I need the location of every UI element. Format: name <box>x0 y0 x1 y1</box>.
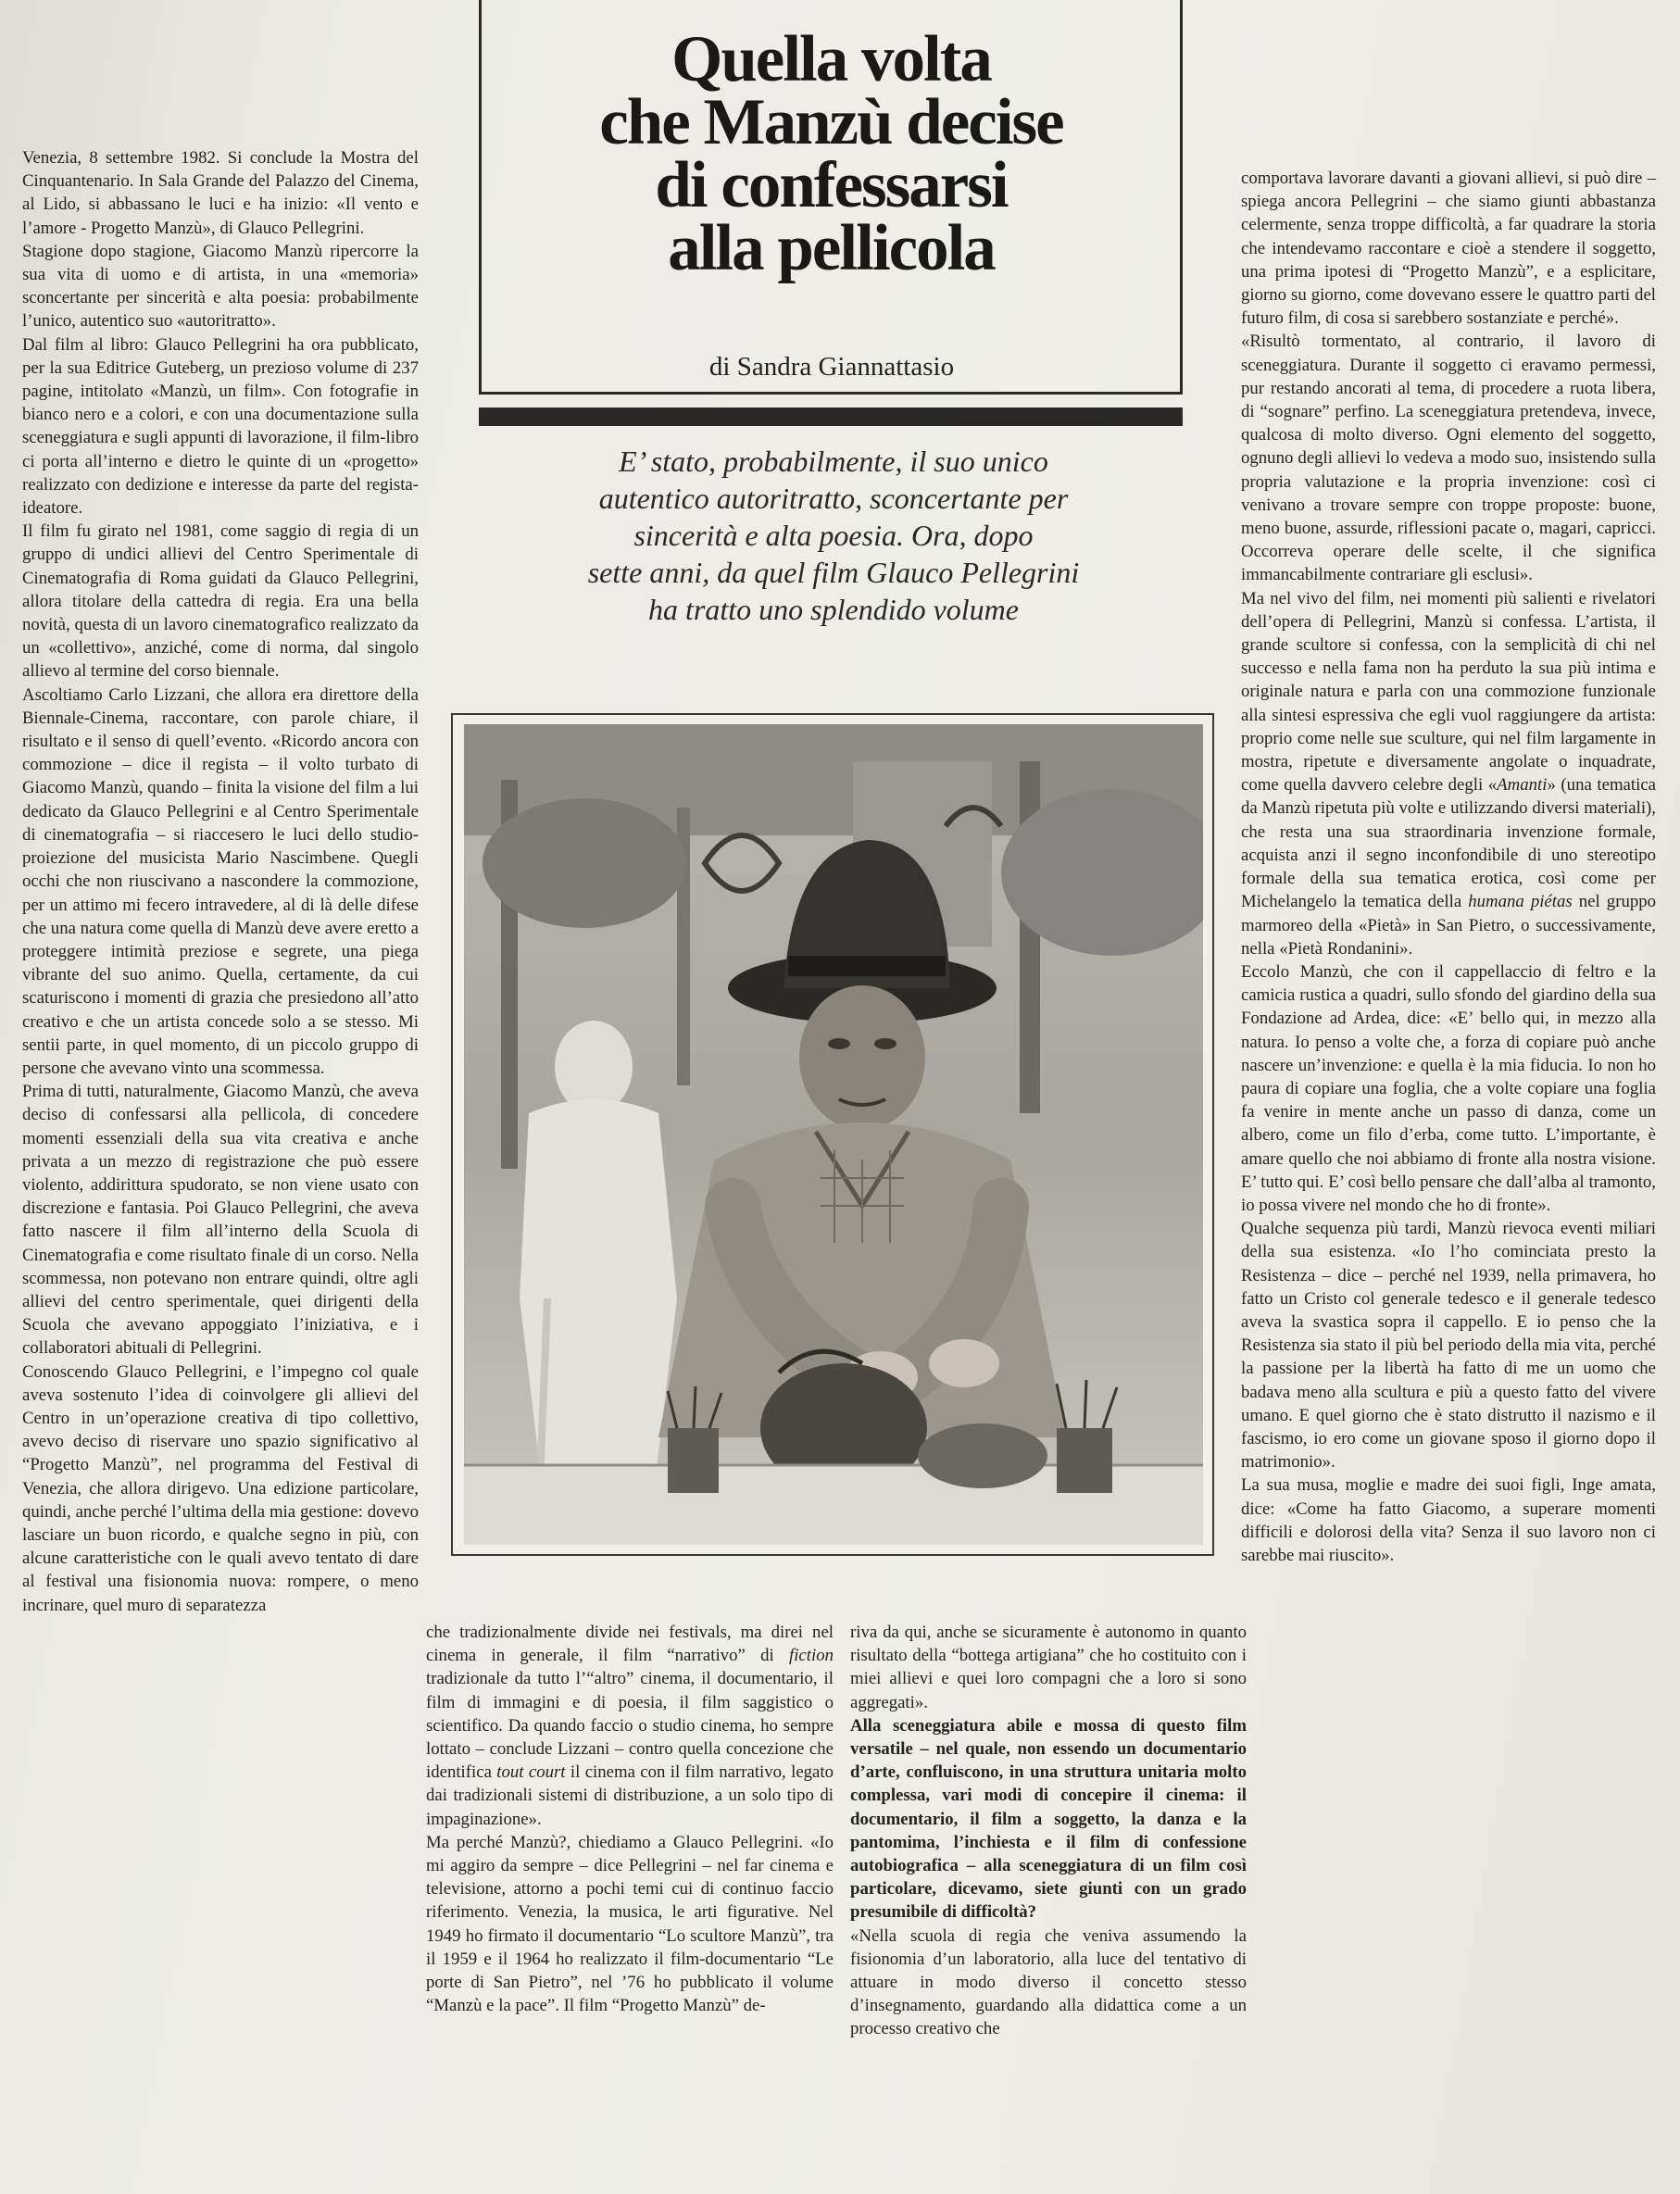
article-title <box>500 23 1162 284</box>
title-rule <box>479 407 1183 426</box>
italic-term: fiction <box>789 1646 834 1666</box>
italic-term: Amanti <box>1497 775 1548 796</box>
text-run: » (una tematica da Manzù ripetuta più volte e utilizzando diversi materiali), che resta una sua straordinaria invenzione formale, acquista anzi il segno inconfondibile di uno stereotipo formale della sua tematica erotica, così come per Michelangelo la tematica della <box>1241 775 1656 912</box>
title-line: di confessarsi <box>655 149 1008 221</box>
paragraph: Ma perché Manzù?, chiediamo a Glauco Pellegrini. «Io mi aggiro da sempre – dice Pellegrini – nel far cinema e televisione, attorno a pochi temi cui di continuo faccio riferimento. Venezia, la musica, le arti figurative. Nel 1949 ho firmato il documentario “Lo scultore Manzù”, tra il 1959 e il 1964 ho realizzato il film-documentario “Le porte di San Pietro”, nel ’76 ho pubblicato il volume “Manzù e la pace”. Il film “Progetto Manzù” de- <box>426 1832 834 2016</box>
paragraph <box>1241 587 1656 960</box>
title-line: alla pellicola <box>668 212 995 284</box>
column-bottom-center-1 <box>426 1621 834 2017</box>
paragraph: Qualche sequenza più tardi, Manzù rievoca eventi miliari della sua esistenza. «Io l’ho cominciata presto la Resistenza – dice – perché nel 1939, nella primavera, ho fatto un Cristo col generale tedesco e il generale tedesco aveva la svastica sopra il cappello. E io penso che la Resistenza sia stato il più bel periodo della mia vita, perché la passione per la libertà ha fatto di me un uomo che badava meno alla scultura e più a questo fatto del vivere umano. E quel giorno che è stato distrutto il nazismo e il fascismo, io ero come un giovane sposo il giorno dopo il matrimonio». <box>1241 1219 1656 1473</box>
paragraph: «Risultò tormentato, al contrario, il lavoro di sceneggiatura. Durante il soggetto ci eravamo permessi, pur restando ancorati al tema, di procedere a ruota libera, di “sognare” perfino. La sceneggiatura pretendeva, invece, qualcosa di molto diverso. Ogni elemento del soggetto, ognuno degli allievi lo vedeva a modo suo, insistendo sulla propria valutazione e la propria invenzione: così ci venivano a trovare sempre con troppe proposte: buone, meno buone, assurde, riflessioni pacate o, magari, capricci. Occorreva operare delle scelte, il che significa immancabilmente contrariare gli esclusi». <box>1241 332 1656 585</box>
paragraph: Eccolo Manzù, che con il cappellaccio di feltro e la camicia rustica a quadri, sullo sfondo del giardino della sua Fondazione ad Ardea, dice: «E’ bello qui, in mezzo alla natura. Io penso a volte che, a forza di copiare può anche nascere un’invenzione: e quella è la mia fiducia. Io non ho paura di copiare una foglia, che a volte copiare una foglia fa venire in mente anche un passo di danza, come un albero, come un filo d’erba, come tutto. L’importante, è amare quello che noi abbiamo di fronte alla nostra visione. E’ tutto qui. E’ così bello pensare che dall’alba al tramonto, io possa vivere nel mondo che ho di fronte». <box>1241 961 1656 1215</box>
italic-term: tout court <box>496 1762 566 1783</box>
column-right <box>1241 167 1656 1567</box>
text-run: nel gruppo marmoreo della «Pietà» in San Pietro, o successivamente, nella «Pietà Rondanini». <box>1241 892 1657 959</box>
paragraph: riva da qui, anche se sicuramente è autonomo in quanto risultato della “bottega artigiana” che ho costituito con i miei allievi e quei loro compagni che a loro si sono aggregati». <box>850 1623 1247 1712</box>
subtitle-line: sincerità e alta poesia. Ora, dopo <box>633 519 1034 552</box>
text-run: che tradizionalmente divide nei festivals, ma direi nel cinema in generale, il film “narrativo” di <box>426 1623 834 1666</box>
title-line: che Manzù decise <box>599 86 1063 158</box>
paragraph: Prima di tutti, naturalmente, Giacomo Manzù, che aveva deciso di confessarsi alla pellicola, di concedere momenti essenziali della sua vita creativa e anche privata a un mezzo di registrazione che può essere violento, addirittura spudorato, se non viene usato con discrezione e fantasia. Poi Glauco Pellegrini, che aveva fatto nascere il film all’interno della Scuola di Cinematografia e come risultato finale di un corso. Nella scommessa, non potevano non entrare quindi, oltre agli allievi del centro sperimentale, quei dirigenti della Scuola che avevano appoggiato l’iniziativa, e i collaboratori abituali di Pellegrini. <box>22 1082 419 1359</box>
paragraph: Il film fu girato nel 1981, come saggio di regia di un gruppo di undici allievi del Centro Sperimentale di Cinematografia di Roma guidati da Glauco Pellegrini, allora titolare della cattedra di regia. Era una bella novità, questa di un lavoro cinematografico realizzato da un «collettivo», anziché, come di norma, dal singolo allievo al termine del corso biennale. <box>22 521 419 682</box>
interview-question: Alla sceneggiatura abile e mossa di questo film versatile – nel quale, non essendo un documentario d’arte, confluiscono, in una struttura unitaria molto complessa, vari modi di concepire il cinema: il documentario, il film a soggetto, la danza e la pantomima, l’inchiesta e il film di confessione autobiografica – alla sceneggiatura di un film così particolare, dicevamo, siete giunti con un grado presumibile di difficoltà? <box>850 1715 1247 1923</box>
paragraph: Dal film al libro: Glauco Pellegrini ha ora pubblicato, per la sua Editrice Guteberg, un prezioso volume di 237 pagine, intitolato «Manzù, un film». Con fotografie in bianco nero e a colori, e con una documentazione sulla sceneggiatura e sugli appunti di lavorazione, il film-libro ci porta all’interno e dietro le quinte di un «progetto» realizzato con dedizione e interesse da parte del regista-ideatore. <box>22 334 419 519</box>
paragraph: Ascoltiamo Carlo Lizzani, che allora era direttore della Biennale-Cinema, raccontare, con parole chiare, il risultato e il senso di quell’evento. «Ricordo ancora con commozione – dice il regista – il volto turbato di Giacomo Manzù, quando – finita la visione del film a lui dedicato da Glauco Pellegrini e al Centro Sperimentale di cinematografia – si riaccesero le luci dello studio-proiezione del musicista Mario Nascimbene. Quegli occhi che non riuscivano a nascondere la commozione, per un attimo mi fecero intravedere, al di là delle difese che una natura come quella di Manzù deve avere eretto a proteggere intimità preziose e segrete, una piega vibrante del suo animo. Quella, certamente, da cui scaturiscono i momenti di grazia che presiedono all’atto creativo e che un artista concede solo a se stesso. Mi sentii parte, in quel momento, di un piccolo gruppo di persone che avevano vinto una scommessa. <box>22 684 419 1078</box>
paragraph: La sua musa, moglie e madre dei suoi figli, Inge amata, dice: «Come ha fatto Giacomo, a superare momenti difficili e dolorosi della vita? Senza il suo lavoro non ci sarebbe mai riuscito». <box>1241 1475 1656 1565</box>
byline: di Sandra Giannattasio <box>708 352 955 382</box>
text-run: tradizionale da tutto l’“altro” cinema, il documentario, il film di immagini e di poesia, il film saggistico o scientifico. Da quando faccio o studio cinema, ho sempre lottato – conclude Lizzani – contro quella concezione che identifica <box>426 1669 834 1783</box>
paragraph: comportava lavorare davanti a giovani allievi, si può dire – spiega ancora Pellegrini – che siamo giunti abbastanza celermente, senza troppe difficoltà, a far quadrare la storia che intendevamo raccontare e cioè a stendere il soggetto, una prima ipotesi di “Progetto Manzù”, e a esplicitare, giorno su giorno, come dovevano essere le quattro parti del futuro film, di cosa si sarebbero sostanziate e perché». <box>1241 169 1656 329</box>
italic-term: humana piétas <box>1468 892 1573 912</box>
subtitle-line: ha tratto uno splendido volume <box>648 593 1019 626</box>
subtitle-line: E’ stato, probabilmente, il suo unico <box>619 445 1048 478</box>
title-line: Quella volta <box>671 23 991 95</box>
paragraph: Conoscendo Glauco Pellegrini, e l’impegno col quale aveva sostenuto l’idea di coinvolgere gli allievi del Centro in un’operazione creativa di tipo collettivo, avevo deciso di riservare uno spazio significativo al “Progetto Manzù”, nel programma del Festival di Venezia, che allora dirigevo. Una edizione particolare, quindi, anche perché l’ultima della mia gestione: dovevo lasciare un buon ricordo, e qualche segno in più, con alcune caratteristiche con le quali avevo tentato di dare al festival una fisionomia nuova: rompere, o meno incrinare, quel muro di separatezza <box>22 1361 419 1615</box>
sculptor-photo <box>464 724 1203 1545</box>
subtitle-line: sette anni, da quel film Glauco Pellegrini <box>587 556 1080 589</box>
text-run: il cinema con il film narrativo, legato dai tradizionali sistemi di distribuzione, a un solo tipo di impaginazione». <box>426 1762 834 1829</box>
article-subtitle <box>546 443 1121 628</box>
column-left <box>22 146 419 1617</box>
column-bottom-center-2 <box>850 1621 1247 2041</box>
text-run: Ma nel vivo del film, nei momenti più salienti e rivelatori dell’opera di Pellegrini, Manzù si confessa. L’artista, il grande scultore si confessa, con la semplicità di chi nel successo e nella fama non ha perduto la sua più intima e originale natura e parla con una commozione funzionale alla sintesi espressiva che egli vuol raggiungere da artista: proprio come nelle sue sculture, qui nel film largamente in mostra, ripetute e diversamente angolate o inquadrate, come quella davvero celebre degli « <box>1241 588 1656 796</box>
paragraph: «Nella scuola di regia che veniva assumendo la fisionomia d’un laboratorio, alla luce del tentativo di attuare in modo diverso il concetto stesso d’insegnamento, guardando alla didattica come a un processo creativo che <box>850 1925 1247 2039</box>
paragraph <box>426 1621 834 1831</box>
subtitle-line: autentico autoritratto, sconcertante per <box>598 482 1069 515</box>
paragraph: Venezia, 8 settembre 1982. Si conclude la Mostra del Cinquantenario. In Sala Grande del Palazzo del Cinema, al Lido, si abbassano le luci e ha inizio: «Il vento e l’amore - Progetto Manzù», di Glauco Pellegrini. <box>22 148 419 238</box>
paragraph: Stagione dopo stagione, Giacomo Manzù ripercorre la sua vita di uomo e di artista, in una «memoria» sconcertante per sincerità e alta poesia: probabilmente l’unico, autentico suo «autoritratto». <box>22 241 419 332</box>
